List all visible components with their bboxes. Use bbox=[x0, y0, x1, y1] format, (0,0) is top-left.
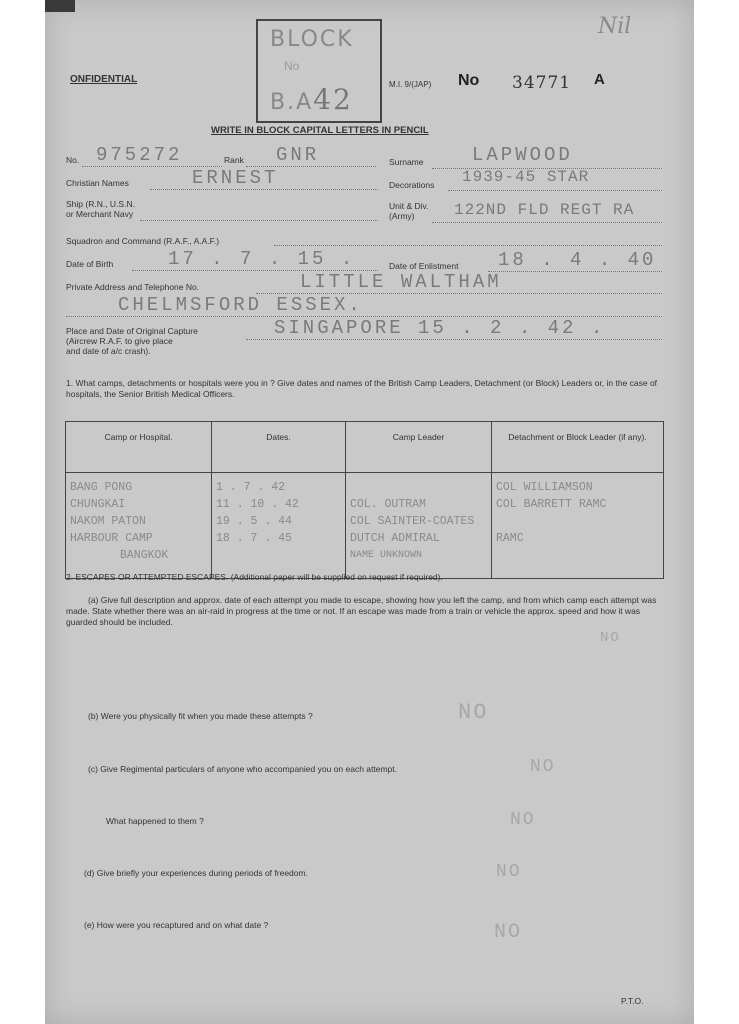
capture-label: Place and Date of Original Capture (Aircrew R.A.F. to give place and date of a/c crash). bbox=[66, 326, 198, 356]
christian-names-label: Christian Names bbox=[66, 178, 129, 188]
block-label: BLOCK bbox=[270, 27, 354, 52]
table-row: 19 . 5 . 44 bbox=[216, 515, 292, 528]
surname-label: Surname bbox=[389, 157, 424, 167]
question-2d: (d) Give briefly your experiences during periods of freedom. bbox=[84, 868, 308, 878]
answer-2a: NO bbox=[600, 630, 621, 646]
table-row: HARBOUR CAMP bbox=[70, 532, 153, 545]
decorations-label: Decorations bbox=[389, 180, 435, 190]
unit-label: Unit & Div. (Army) bbox=[389, 201, 429, 221]
table-row: COL BARRETT RAMC bbox=[496, 498, 607, 511]
table-row: COL. OUTRAM bbox=[350, 498, 426, 511]
ship-label: Ship (R.N., U.S.N. or Merchant Navy bbox=[66, 199, 135, 219]
decorations-value: 1939-45 STAR bbox=[462, 168, 590, 186]
table-row: 1 . 7 . 42 bbox=[216, 481, 286, 494]
block-stamp-box bbox=[256, 19, 382, 123]
service-no-value: 975272 bbox=[96, 144, 183, 166]
enlistment-value: 18 . 4 . 40 bbox=[498, 249, 657, 271]
answer-2e: NO bbox=[494, 921, 523, 944]
table-row: RAMC bbox=[496, 532, 524, 545]
camps-cell bbox=[66, 473, 212, 579]
table-row: COL WILLIAMSON bbox=[496, 481, 593, 494]
table-row: NAME UNKNOWN bbox=[350, 550, 423, 561]
leaders-cell bbox=[346, 473, 492, 579]
table-row: BANG PONG bbox=[70, 481, 133, 494]
surname-value: LAPWOOD bbox=[472, 144, 573, 166]
answer-2d: NO bbox=[496, 862, 522, 882]
christian-names-value: ERNEST bbox=[192, 167, 279, 189]
unit-value: 122ND FLD REGT RA bbox=[454, 201, 635, 219]
confidential-label: ONFIDENTIAL bbox=[70, 74, 138, 85]
block-value: B.A42 bbox=[270, 83, 353, 116]
col-header-detachment-leader: Detachment or Block Leader (if any). bbox=[492, 422, 664, 473]
answer-2b: NO bbox=[458, 700, 489, 725]
col-header-camp-leader: Camp Leader bbox=[346, 422, 492, 473]
rank-label: Rank bbox=[224, 155, 244, 165]
table-row: 18 . 7 . 45 bbox=[216, 532, 292, 545]
answer-2c: NO bbox=[530, 757, 556, 777]
address-value-line2: CHELMSFORD ESSEX. bbox=[118, 294, 363, 316]
dates-cell bbox=[212, 473, 346, 579]
detachment-cell bbox=[492, 473, 664, 579]
table-row: NAKOM PATON bbox=[70, 515, 146, 528]
serial-number: 34771 bbox=[512, 73, 572, 93]
table-row: COL SAINTER-COATES bbox=[350, 515, 475, 528]
camps-table bbox=[65, 421, 664, 579]
table-row: 11 . 10 . 42 bbox=[216, 498, 299, 511]
question-2a: (a) Give full description and approx. date of each attempt you made to escape, showing how you left the camp, and from which camp each attempt was made. State whether there was an air-raid in progress at the time or not. If an escape was made from a train or vehicle the approx. speed and how it was guarded should be included. bbox=[66, 595, 657, 627]
pto-label: P.T.O. bbox=[621, 996, 644, 1006]
serial-suffix: A bbox=[594, 71, 605, 88]
question-2-title: 2. ESCAPES OR ATTEMPTED ESCAPES. (Additional paper will be supplied on request if required). bbox=[66, 572, 443, 582]
dob-label: Date of Birth bbox=[66, 259, 114, 269]
question-2b: (b) Were you physically fit when you made these attempts ? bbox=[88, 711, 313, 721]
table-row: DUTCH ADMIRAL bbox=[350, 532, 440, 545]
col-header-dates: Dates. bbox=[212, 422, 346, 473]
enlistment-label: Date of Enlistment bbox=[389, 261, 459, 271]
squadron-label: Squadron and Command (R.A.F., A.A.F.) bbox=[66, 236, 220, 246]
scan-corner bbox=[45, 0, 75, 12]
answer-2c-followup: NO bbox=[510, 810, 536, 830]
serial-no-label: No bbox=[458, 72, 480, 89]
col-header-camp: Camp or Hospital. bbox=[66, 422, 212, 473]
address-value-line1: LITTLE WALTHAM bbox=[300, 271, 502, 293]
address-label: Private Address and Telephone No. bbox=[66, 282, 200, 292]
question-2c: (c) Give Regimental particulars of anyone who accompanied you on each attempt. bbox=[88, 764, 397, 774]
form-code: M.I. 9/(JAP) bbox=[389, 80, 432, 89]
dob-value: 17 . 7 . 15 . bbox=[168, 248, 356, 270]
table-row: BANGKOK bbox=[120, 549, 169, 562]
service-no-label: No. bbox=[66, 155, 80, 165]
table-row: CHUNGKAI bbox=[70, 498, 126, 511]
capture-value: SINGAPORE 15 . 2 . 42 . bbox=[274, 317, 606, 339]
corner-note: Nil bbox=[598, 14, 632, 39]
question-2e: (e) How were you recaptured and on what date ? bbox=[84, 920, 269, 930]
rank-value: GNR bbox=[276, 144, 320, 166]
instruction: WRITE IN BLOCK CAPITAL LETTERS IN PENCIL bbox=[211, 125, 429, 136]
question-1: 1. What camps, detachments or hospitals were you in ? Give dates and names of the British Camp Leaders, Detachment (or Block) Leaders or, in the case of hospitals, the Senior British Medical Officers. bbox=[66, 378, 658, 399]
block-no-label: No bbox=[284, 59, 300, 73]
question-2c-followup: What happened to them ? bbox=[106, 816, 204, 826]
